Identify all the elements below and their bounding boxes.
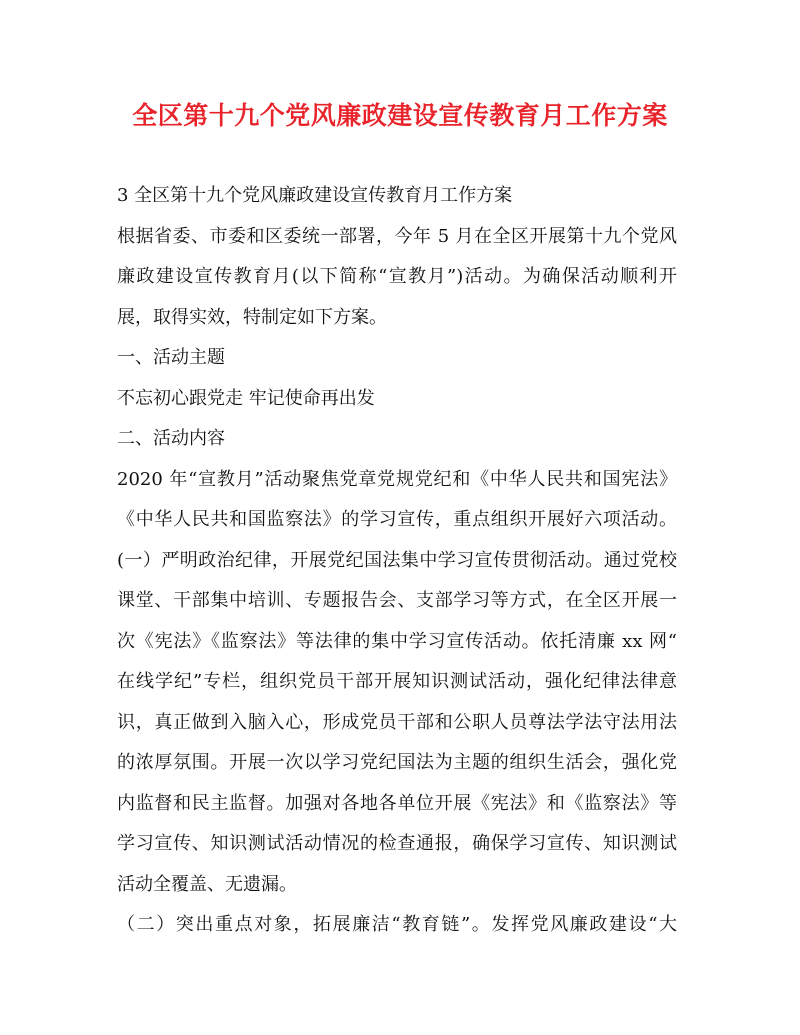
paragraph-line: 《中华人民共和国监察法》的学习宣传，重点组织开展好六项活动。 [117,509,677,530]
section-heading: 二、活动内容 [117,428,225,449]
paragraph-line: 的浓厚氛围。开展一次以学习党纪国法为主题的组织生活会，强化党 [117,752,677,773]
paragraph-line: （二）突出重点对象，拓展廉洁“教育链”。发挥党风廉政建设“大 [117,914,677,935]
paragraph-line: 识，真正做到入脑入心，形成党员干部和公职人员尊法学法守法用法 [117,711,677,733]
paragraph-line: 展，取得实效，特制定如下方案。 [117,306,387,328]
paragraph-line: 在线学纪”专栏，组织党员干部开展知识测试活动，强化纪律法律意 [117,671,677,692]
paragraph-line: 课堂、干部集中培训、专题报告会、支部学习等方式，在全区开展一 [117,590,677,611]
paragraph-line: 廉政建设宣传教育月(以下简称“宣教月”)活动。为确保活动顺利开 [117,266,677,287]
paragraph-line: (一）严明政治纪律，开展党纪国法集中学习宣传贯彻活动。通过党校 [117,549,677,571]
paragraph-line: 活动全覆盖、无遗漏。 [117,873,297,895]
paragraph-line: 次《宪法》《监察法》等法律的集中学习宣传活动。依托清廉 xx 网“ [117,630,677,652]
document-body [117,176,677,946]
paragraph-line: 学习宣传、知识测试活动情况的检查通报，确保学习宣传、知识测试 [117,833,677,854]
section-heading: 一、活动主题 [117,347,225,368]
paragraph-line: 3 全区第十九个党风廉政建设宣传教育月工作方案 [117,185,513,206]
paragraph-line: 内监督和民主监督。加强对各地各单位开展《宪法》和《监察法》等 [117,792,677,814]
document-title: 全区第十九个党风廉政建设宣传教育月工作方案 [132,101,668,130]
paragraph-line: 2020 年“宣教月”活动聚焦党章党规党纪和《中华人民共和国宪法》 [117,468,677,490]
paragraph-line: 不忘初心跟党走 牢记使命再出发 [117,387,375,409]
paragraph-line: 根据省委、市委和区委统一部署，今年 5 月在全区开展第十九个党风 [117,225,677,247]
